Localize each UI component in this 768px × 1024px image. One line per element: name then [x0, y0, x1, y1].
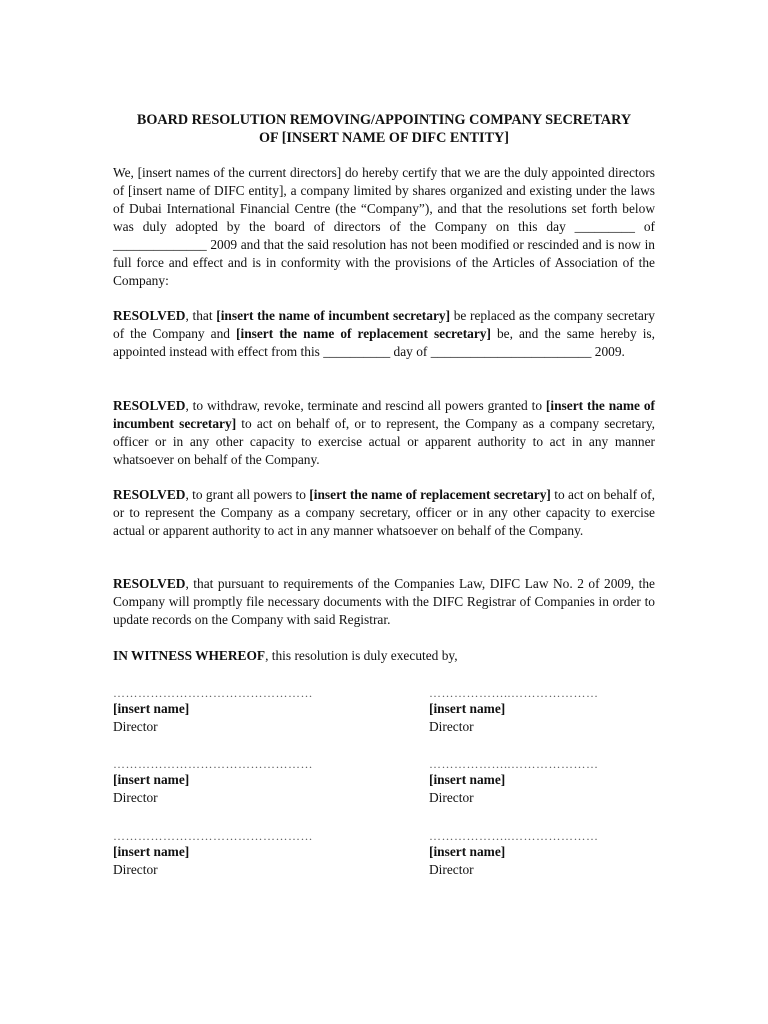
signatory-name: [insert name] [429, 772, 506, 787]
replacement-secretary-placeholder: [insert the name of replacement secretary] [236, 326, 491, 341]
witness-statement: IN WITNESS WHEREOF, this resolution is duly executed by, [113, 648, 458, 663]
signatory-role: Director [113, 719, 158, 734]
signature-block [429, 829, 599, 879]
signature-block [429, 757, 599, 807]
signatory-name: [insert name] [113, 701, 190, 716]
signature-block [113, 686, 313, 736]
certification-paragraph: We, [insert names of the current directors] do hereby certify that we are the duly appointed directors of [insert name of DIFC entity], a company limited by shares organized and existing under the laws of Dubai International Financial Centre (the “Company”), and that the resolutions set forth below was duly adopted by the board of directors of the Company on this day _________ of ______________ 2009 and that the said resolution has not been modified or rescinded and is now in full force and effect and is in conformity with the provisions of the Articles of Association of the Company: [113, 165, 655, 288]
signatory-role: Director [429, 719, 474, 734]
resolved-lead: RESOLVED [113, 576, 186, 591]
signature-line: ………………………………………… [113, 829, 313, 843]
resolution-1: RESOLVED, that [insert the name of incumbent secretary] be replaced as the company secretary of the Company and [insert the name of replacement secretary] be, and the same hereby is, appointed instead with effect from this __________ day of ________________________ 2009. [113, 308, 655, 359]
signatory-role: Director [113, 862, 158, 877]
witness-lead: IN WITNESS WHEREOF [113, 648, 266, 663]
signature-block [113, 829, 313, 879]
signature-line: ………………………………………… [113, 686, 313, 700]
incumbent-secretary-placeholder: [insert the name of incumbent secretary] [113, 398, 655, 431]
signatory-name: [insert name] [429, 701, 506, 716]
resolution-3: RESOLVED, to grant all powers to [insert the name of replacement secretary] to act on behalf of, or to represent the Company as a company secretary, officer or in any other capacity to exercise actual or apparent authority to act in any manner whatsoever on behalf of the Company. [113, 487, 655, 538]
signatory-name: [insert name] [113, 772, 190, 787]
signature-line: ………………..………………… [429, 829, 599, 843]
signatory-role: Director [429, 790, 474, 805]
replacement-secretary-placeholder: [insert the name of replacement secretary] [309, 487, 551, 502]
resolved-lead: RESOLVED [113, 487, 186, 502]
incumbent-secretary-placeholder: [insert the name of incumbent secretary] [216, 308, 451, 323]
signatory-name: [insert name] [429, 844, 506, 859]
resolved-lead: RESOLVED [113, 308, 186, 323]
document-title [100, 111, 668, 147]
signatory-role: Director [113, 790, 158, 805]
signatory-name: [insert name] [113, 844, 190, 859]
resolution-4: RESOLVED, that pursuant to requirements of the Companies Law, DIFC Law No. 2 of 2009, the Company will promptly file necessary documents with the DIFC Registrar of Companies in order to update records on the Company with said Registrar. [113, 576, 655, 627]
signature-line: ………………………………………… [113, 757, 313, 771]
resolved-lead: RESOLVED [113, 398, 186, 413]
signature-block [429, 686, 599, 736]
signature-block [113, 757, 313, 807]
title-line-1: BOARD RESOLUTION REMOVING/APPOINTING COMPANY SECRETARY [136, 112, 632, 128]
signatory-role: Director [429, 862, 474, 877]
resolution-2: RESOLVED, to withdraw, revoke, terminate and rescind all powers granted to [insert the name of incumbent secretary] to act on behalf of, or to represent, the Company as a company secretary, officer or in any other capacity to exercise actual or apparent authority to act in any manner whatsoever on behalf of the Company. [113, 398, 655, 467]
signature-line: ………………..………………… [429, 686, 599, 700]
title-line-2: OF [INSERT NAME OF DIFC ENTITY] [258, 130, 510, 146]
signature-line: ………………..………………… [429, 757, 599, 771]
